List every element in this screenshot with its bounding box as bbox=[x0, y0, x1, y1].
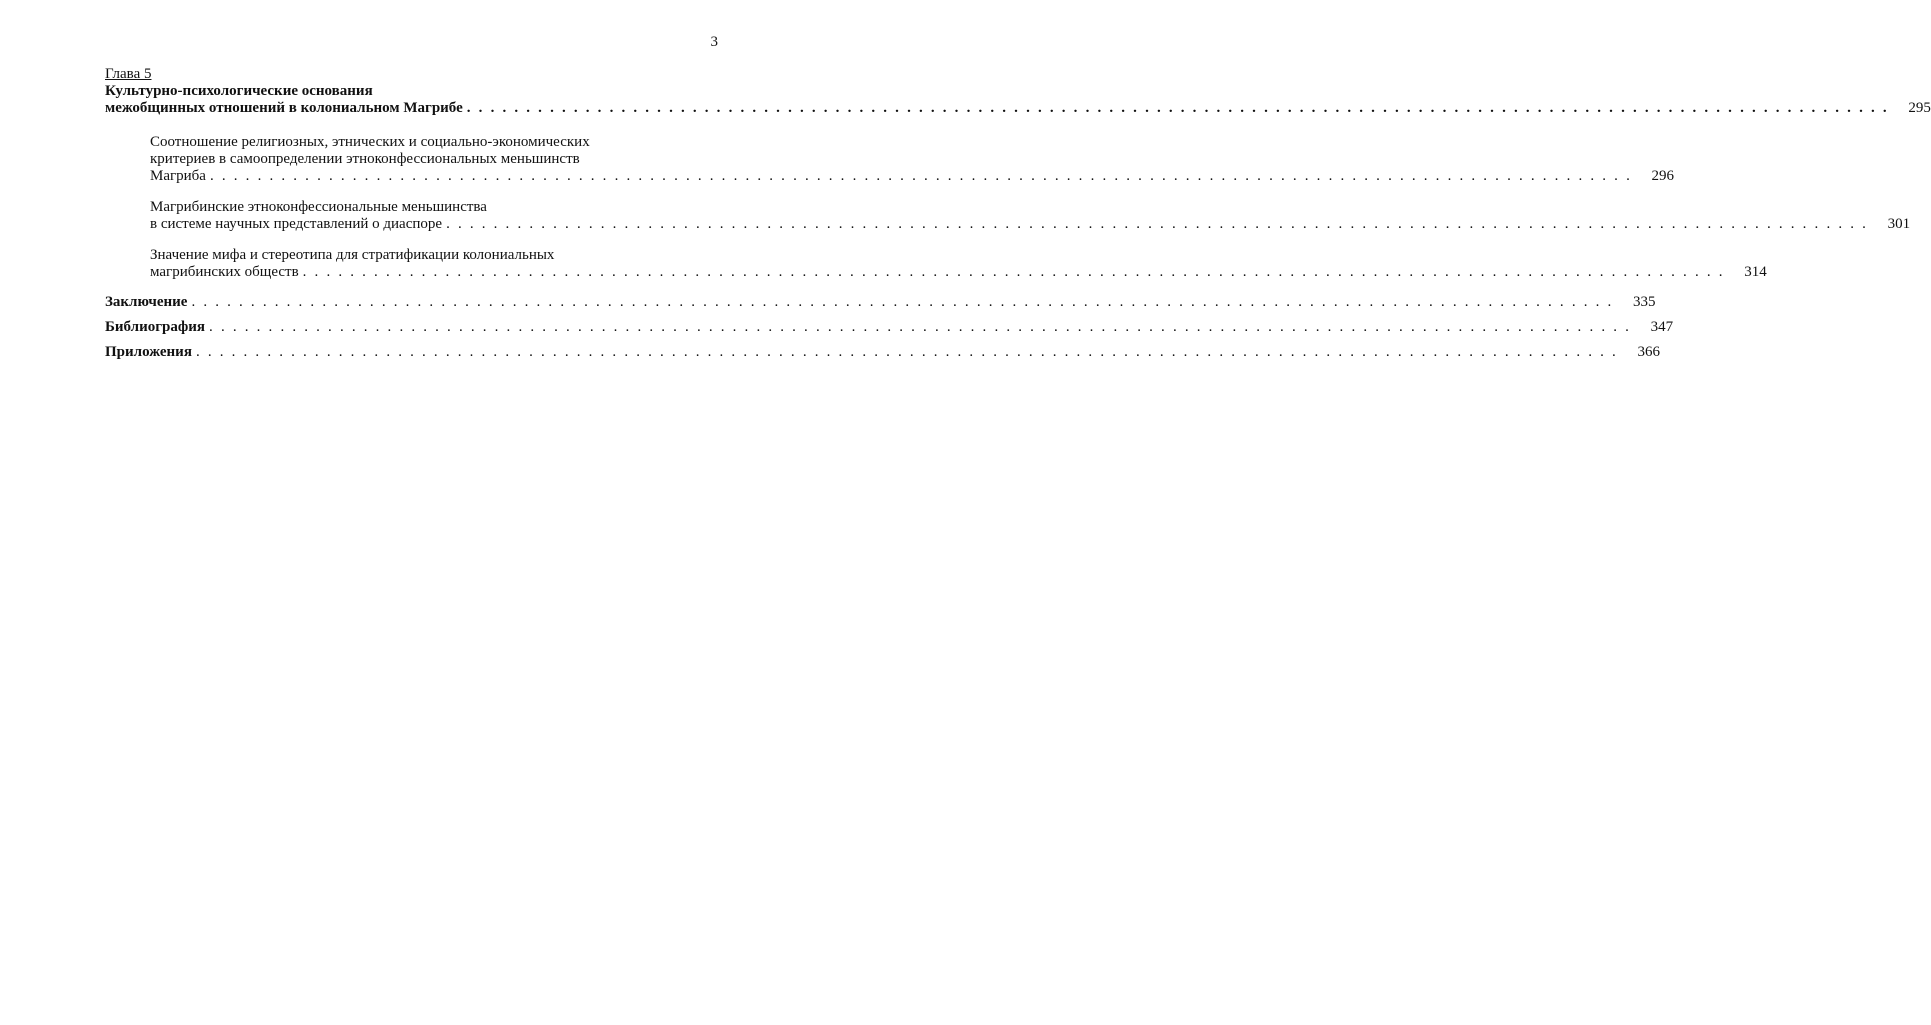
section-page-number: 314 bbox=[1744, 264, 1767, 280]
section-last-line: магрибинских обществ bbox=[150, 264, 299, 280]
chapter-label: Глава 5 bbox=[105, 66, 152, 82]
table-of-contents bbox=[105, 66, 1931, 361]
toc-chapter-block bbox=[105, 66, 1931, 117]
leader-dots: . . . . . . . . . . . . . . . . . . . . . . . . . . . . . . . . . . . . . . . . . . . . . . . . . . . . . . . . . . . . . . . . . . . . . . . . . . . . . . . . . . . . . . . . . . . . . . . . . . . . . . . . . . . . . . . . . . . . . . . . bbox=[209, 319, 1632, 335]
section-last-row bbox=[150, 168, 1675, 185]
entry-page-number: 347 bbox=[1650, 319, 1674, 335]
toc-entry-conclusion bbox=[105, 294, 1656, 311]
section-page-number: 301 bbox=[1887, 216, 1911, 232]
section-line: Магрибинские этноконфессиональные меньшинства bbox=[150, 199, 487, 215]
section-last-line: Магриба bbox=[150, 168, 206, 184]
leader-dots: . . . . . . . . . . . . . . . . . . . . . . . . . . . . . . . . . . . . . . . . . . . . . . . . . . . . . . . . . . . . . . . . . . . . . . . . . . . . . . . . . . . . . . . . . . . . . . . . . . . . . . . . . . . . . . . . . . . . . . . . bbox=[195, 344, 1618, 360]
leader-dots: . . . . . . . . . . . . . . . . . . . . . . . . . . . . . . . . . . . . . . . . . . . . . . . . . . . . . . . . . . . . . . . . . . . . . . . . . . . . . . . . . . . . . . . . . . . . . . . . . . . . . . . . . . . . . . . . . . . . . . . . bbox=[466, 100, 1889, 116]
section-line: Значение мифа и стереотипа для стратификации колониальных bbox=[150, 247, 555, 263]
section-line: критериев в самоопределении этноконфессиональных меньшинств bbox=[150, 151, 580, 167]
section-last-row bbox=[150, 216, 1911, 233]
entry-page-number: 366 bbox=[1637, 344, 1660, 360]
chapter-title-row bbox=[105, 100, 1931, 117]
toc-section bbox=[105, 247, 1767, 281]
chapter-page-number: 295 bbox=[1908, 100, 1931, 116]
toc-entry-appendices bbox=[105, 344, 1660, 361]
toc-section bbox=[105, 134, 1675, 185]
leader-dots: . . . . . . . . . . . . . . . . . . . . . . . . . . . . . . . . . . . . . . . . . . . . . . . . . . . . . . . . . . . . . . . . . . . . . . . . . . . . . . . . . . . . . . . . . . . . . . . . . . . . . . . . . . . . . . . . . . . . . . . . bbox=[446, 216, 1869, 232]
leader-dots: . . . . . . . . . . . . . . . . . . . . . . . . . . . . . . . . . . . . . . . . . . . . . . . . . . . . . . . . . . . . . . . . . . . . . . . . . . . . . . . . . . . . . . . . . . . . . . . . . . . . . . . . . . . . . . . . . . . . . . . . bbox=[302, 264, 1725, 280]
chapter-title-line-1: Культурно-психологические основания bbox=[105, 83, 373, 99]
entry-page-number: 335 bbox=[1633, 294, 1656, 310]
section-last-row bbox=[150, 264, 1767, 281]
section-page-number: 296 bbox=[1651, 168, 1675, 184]
toc-section bbox=[105, 199, 1911, 233]
section-line: Соотношение религиозных, этнических и социально-экономических bbox=[150, 134, 590, 150]
entry-title: Приложения bbox=[105, 344, 192, 360]
section-last-line: в системе научных представлений о диаспоре bbox=[150, 216, 443, 232]
entry-title: Библиография bbox=[105, 319, 206, 335]
toc-entry-bibliography bbox=[105, 319, 1674, 336]
leader-dots: . . . . . . . . . . . . . . . . . . . . . . . . . . . . . . . . . . . . . . . . . . . . . . . . . . . . . . . . . . . . . . . . . . . . . . . . . . . . . . . . . . . . . . . . . . . . . . . . . . . . . . . . . . . . . . . . . . . . . . . . bbox=[209, 168, 1633, 184]
chapter-title-line-2: межобщинных отношений в колониальном Магрибе bbox=[105, 100, 463, 116]
leader-dots: . . . . . . . . . . . . . . . . . . . . . . . . . . . . . . . . . . . . . . . . . . . . . . . . . . . . . . . . . . . . . . . . . . . . . . . . . . . . . . . . . . . . . . . . . . . . . . . . . . . . . . . . . . . . . . . . . . . . . . . . bbox=[191, 294, 1614, 310]
page-number: 3 bbox=[710, 34, 718, 50]
entry-title: Заключение bbox=[105, 294, 188, 310]
